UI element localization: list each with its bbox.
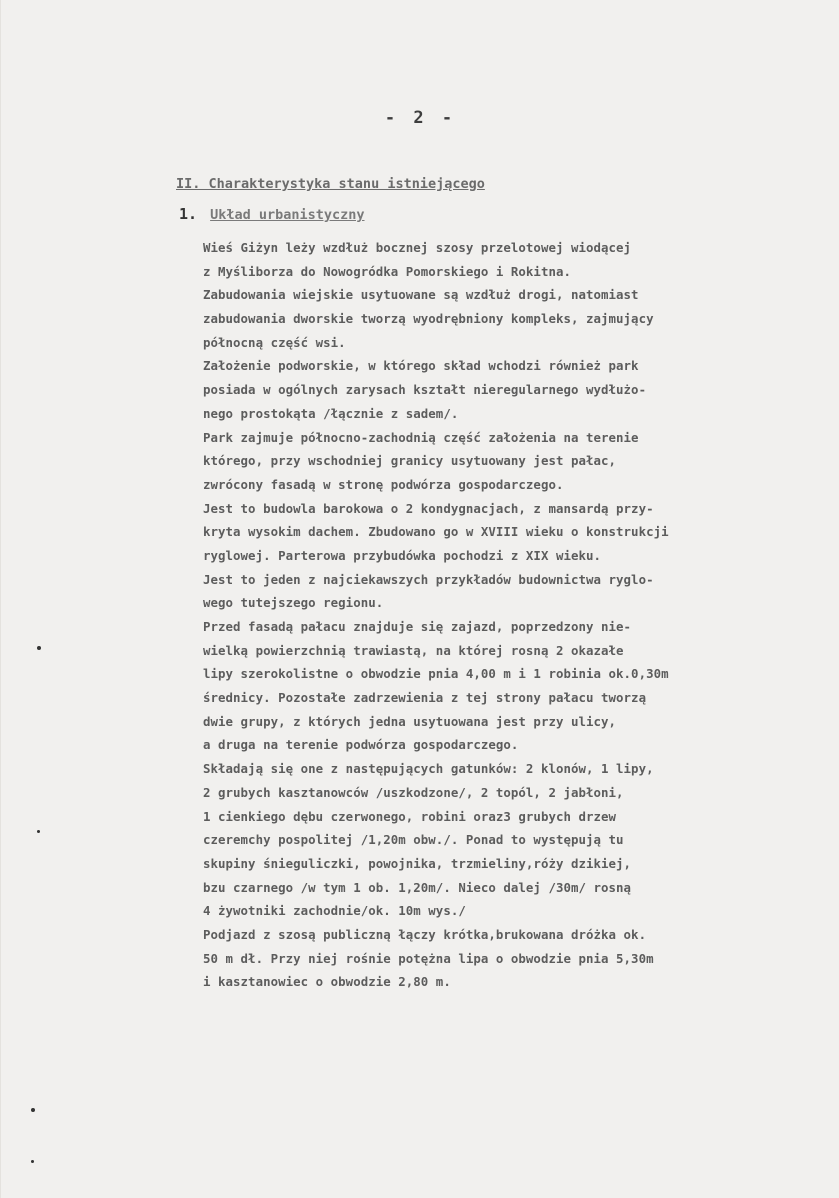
- text-line: Zabudowania wiejskie usytuowane są wzdłuż drogi, natomiast: [203, 287, 639, 303]
- text-line: czeremchy pospolitej /1,20m obw./. Ponad to występują tu: [203, 832, 624, 848]
- text-line: wielką powierzchnią trawiastą, na której rosną 2 okazałe: [203, 642, 624, 658]
- section-title: II. Charakterystyka stanu istniejącego: [176, 176, 485, 192]
- text-line: Wieś Giżyn leży wzdłuż bocznej szosy przelotowej wiodącej: [203, 240, 632, 255]
- text-line: lipy szerokolistne o obwodzie pnia 4,00 m i 1 robinia ok.0,30m: [203, 666, 669, 682]
- text-line: skupiny śnieguliczki, powojnika, trzmieliny,róży dzikiej,: [203, 855, 632, 871]
- text-line: kryta wysokim dachem. Zbudowano go w XVIII wieku o konstrukcji: [203, 524, 669, 540]
- text-line: i kasztanowiec o obwodzie 2,80 m.: [203, 974, 451, 990]
- text-line: 50 m dł. Przy niej rośnie potężna lipa o obwodzie pnia 5,30m: [203, 950, 654, 966]
- paper-speck: [37, 830, 40, 833]
- paper-speck: [31, 1160, 34, 1163]
- text-line: 4 żywotniki zachodnie/ok. 10m wys./: [203, 903, 466, 919]
- page-number: - 2 -: [384, 108, 457, 128]
- text-line: Jest to budowla barokowa o 2 kondygnacjach, z mansardą przy-: [203, 500, 654, 516]
- text-line: 1 cienkiego dębu czerwonego, robini oraz3 grubych drzew: [203, 808, 617, 824]
- text-line: Składają się one z następujących gatunków: 2 klonów, 1 lipy,: [203, 761, 654, 777]
- text-line: dwie grupy, z których jedna usytuowana jest przy ulicy,: [203, 713, 617, 729]
- subsection-number: 1.: [179, 205, 198, 223]
- text-line: Założenie podworskie, w którego skład wchodzi również park: [203, 358, 639, 374]
- subsection-heading: [179, 205, 365, 223]
- text-line: wego tutejszego regionu.: [203, 595, 384, 611]
- text-line: 2 grubych kasztanowców /uszkodzone/, 2 topól, 2 jabłoni,: [203, 784, 624, 800]
- text-line: Przed fasadą pałacu znajduje się zajazd, poprzedzony nie-: [203, 619, 632, 634]
- text-line: zwrócony fasadą w stronę podwórza gospodarczego.: [203, 476, 564, 492]
- text-line: a druga na terenie podwórza gospodarczego.: [203, 737, 519, 753]
- body-text: [203, 236, 669, 994]
- text-line: bzu czarnego /w tym 1 ob. 1,20m/. Nieco dalej /30m/ rosną: [203, 879, 632, 895]
- paper-speck: [37, 646, 41, 650]
- subsection-title: Układ urbanistyczny: [210, 207, 365, 223]
- text-line: ryglowej. Parterowa przybudówka pochodzi z XIX wieku.: [203, 547, 602, 563]
- text-line: północną część wsi.: [203, 334, 346, 350]
- text-line: którego, przy wschodniej granicy usytuowany jest pałac,: [203, 453, 617, 469]
- paper-speck: [31, 1108, 35, 1112]
- text-line: zabudowania dworskie tworzą wyodrębniony kompleks, zajmujący: [203, 311, 654, 327]
- text-line: z Myśliborza do Nowogródka Pomorskiego i Rokitna.: [203, 263, 571, 279]
- text-line: Podjazd z szosą publiczną łączy krótka,brukowana dróżka ok.: [203, 926, 647, 942]
- text-line: Jest to jeden z najciekawszych przykładów budownictwa ryglo-: [203, 571, 654, 587]
- text-line: posiada w ogólnych zarysach kształt nieregularnego wydłużo-: [203, 382, 647, 398]
- text-line: nego prostokąta /łącznie z sadem/.: [203, 405, 459, 421]
- text-line: Park zajmuje północno-zachodnią część założenia na terenie: [203, 429, 639, 445]
- text-line: średnicy. Pozostałe zadrzewienia z tej strony pałacu tworzą: [203, 690, 647, 706]
